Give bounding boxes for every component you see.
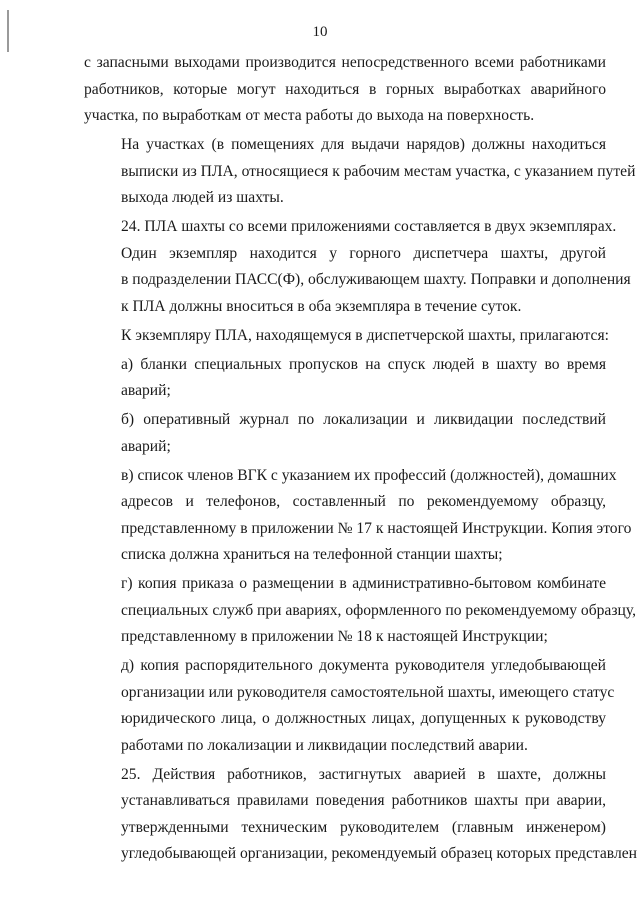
text-line: г) копия приказа о размещении в административно-бытовом комбинате: [121, 575, 606, 592]
text-line: работами по локализации и ликвидации последствий аварии.: [121, 736, 528, 754]
text-line: юридического лица, о должностных лицах, допущенных к руководству: [121, 710, 606, 727]
paragraph: [84, 214, 631, 320]
text-line: угледобывающей организации, рекомендуемый образец которых представлен: [121, 845, 637, 862]
text-line: в) список членов ВГК с указанием их профессий (должностей), домашних: [121, 466, 617, 484]
text-line: специальных служб при авариях, оформленного по рекомендуемому образцу,: [121, 601, 636, 619]
text-line: К экземпляру ПЛА, находящемуся в диспетчерской шахты, прилагаются:: [121, 326, 609, 344]
text-line: выписки из ПЛА, относящиеся к рабочим местам участка, с указанием путей: [121, 162, 636, 180]
text-line: представленному в приложении № 17 к настоящей Инструкции. Копия этого: [121, 519, 632, 537]
text-line: На участках (в помещениях для выдачи нарядов) должны находиться: [121, 136, 606, 153]
document-body: [84, 50, 637, 870]
text-line: а) бланки специальных пропусков на спуск людей в шахту во время: [121, 355, 606, 373]
text-line: выхода людей из шахты.: [121, 189, 284, 206]
text-line: 24. ПЛА шахты со всеми приложениями составляется в двух экземплярах.: [121, 218, 617, 235]
paragraph: [84, 323, 609, 350]
text-line: Один экземпляр находится у горного диспетчера шахты, другой: [121, 244, 606, 262]
text-line: в подразделении ПАСС(Ф), обслуживающем шахту. Поправки и дополнения: [121, 271, 631, 288]
text-line: к ПЛА должны вноситься в оба экземпляра в течение суток.: [121, 297, 522, 315]
paragraph: [84, 407, 606, 460]
text-line: организации или руководителя самостоятельной шахты, имеющего статус: [121, 683, 615, 701]
paragraph: [84, 132, 636, 212]
text-line: 25. Действия работников, застигнутых аварией в шахте, должны: [121, 765, 606, 783]
paragraph: [84, 653, 615, 759]
paragraph: [84, 463, 632, 569]
page-number: 10: [312, 24, 328, 40]
paragraph: [84, 571, 636, 651]
text-line: аварий;: [121, 437, 171, 455]
paragraph: [84, 50, 606, 130]
text-line: участка, по выработкам от места работы до выхода на поверхность.: [84, 107, 535, 124]
text-line: с запасными выходами производится непосредственного всеми работниками: [84, 54, 606, 71]
text-line: д) копия распорядительного документа руководителя угледобывающей: [121, 657, 606, 674]
text-line: аварий;: [121, 382, 171, 399]
paragraph: [84, 762, 637, 868]
text-line: устанавливаться правилами поведения работников шахты при аварии,: [121, 792, 606, 809]
text-line: списка должна храниться на телефонной станции шахты;: [121, 546, 503, 563]
text-line: адресов и телефонов, составленный по рекомендуемому образцу,: [121, 493, 606, 510]
text-line: б) оперативный журнал по локализации и ликвидации последствий: [121, 411, 606, 428]
text-line: работников, которые могут находиться в горных выработках аварийного: [84, 80, 606, 98]
text-line: утвержденными техническим руководителем (главным инженером): [121, 818, 606, 836]
text-line: представленному в приложении № 18 к настоящей Инструкции;: [121, 628, 548, 645]
paragraph: [84, 352, 606, 405]
